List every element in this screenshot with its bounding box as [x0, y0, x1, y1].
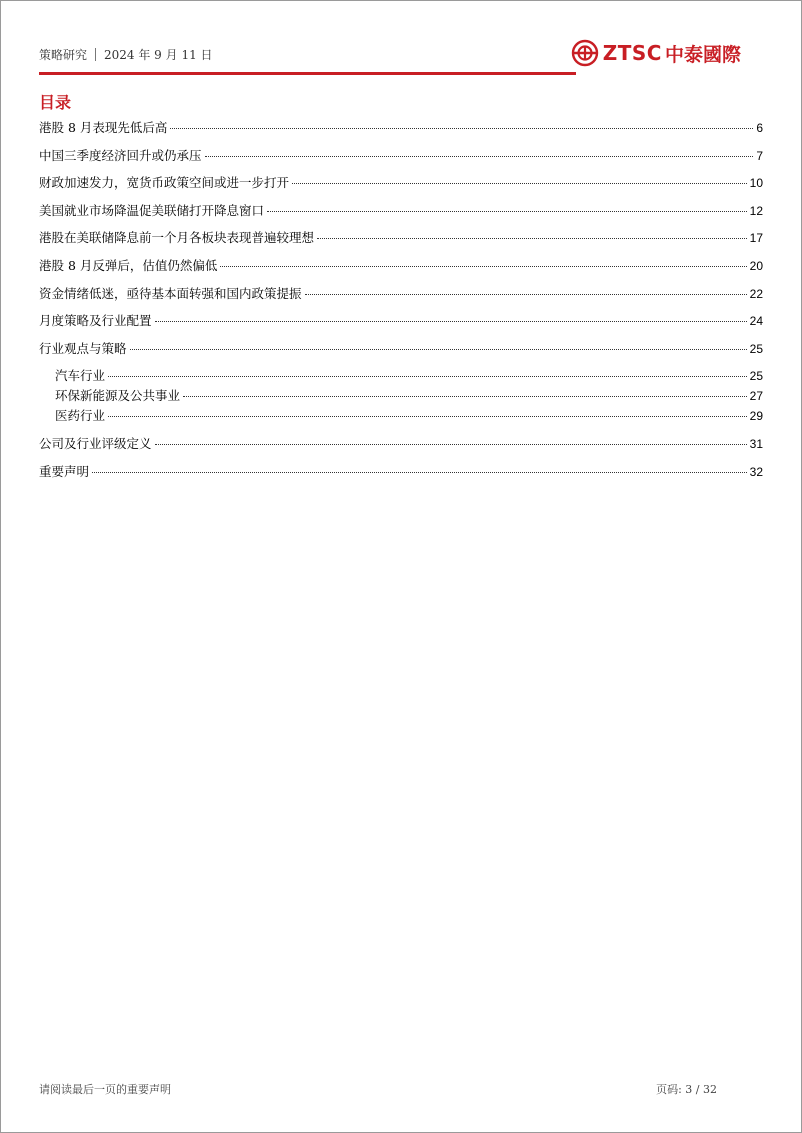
toc-entry-page: 32: [749, 464, 763, 479]
toc-entry-page: 7: [756, 148, 763, 163]
toc-subentry[interactable]: [39, 387, 763, 405]
toc-entry[interactable]: [39, 435, 763, 453]
ztsc-logo-icon: [571, 39, 599, 67]
report-header: [39, 46, 213, 63]
toc-dot-leader: [267, 211, 747, 212]
toc-entry-title: 港股 8 月反弹后，估值仍然偏低: [39, 257, 218, 273]
toc-entry-title: 行业观点与策略: [39, 340, 127, 356]
toc-subentry[interactable]: [39, 367, 763, 385]
toc-entry[interactable]: [39, 202, 763, 220]
toc-entry-title: 中国三季度经济回升或仍承压: [39, 147, 202, 163]
toc-entry-title: 美国就业市场降温促美联储打开降息窗口: [39, 202, 265, 218]
toc-entry-title: 重要声明: [39, 463, 90, 479]
toc-dot-leader: [183, 396, 747, 397]
toc-dot-leader: [130, 349, 747, 350]
toc-entry[interactable]: [39, 119, 763, 137]
toc-entry-title: 港股 8 月表现先低后高: [39, 120, 168, 135]
toc-entry-title: 汽车行业: [55, 368, 106, 384]
toc-entry-title: 月度策略及行业配置: [39, 313, 152, 329]
toc-entry[interactable]: [39, 312, 763, 330]
toc-entry-title: 环保新能源及公共事业: [55, 388, 181, 404]
toc-entry-page: 10: [749, 176, 763, 191]
toc-dot-leader: [155, 321, 747, 322]
report-category: 策略研究: [39, 48, 88, 62]
table-of-contents: [39, 119, 763, 491]
toc-entry-title: 财政加速发力，宽货币政策空间或进一步打开: [39, 175, 290, 191]
toc-dot-leader: [205, 156, 754, 157]
toc-entry-title: 公司及行业评级定义: [39, 436, 152, 452]
toc-title: 目录: [39, 93, 72, 112]
toc-entry-title: 资金情绪低迷，亟待基本面转强和国内政策提振: [39, 285, 302, 301]
toc-entry[interactable]: [39, 257, 763, 275]
toc-entry-page: 31: [749, 437, 763, 452]
toc-entry-page: 25: [749, 369, 763, 384]
logo-chinese-text: 中泰國際: [664, 43, 741, 66]
toc-dot-leader: [292, 183, 747, 184]
toc-entry-title: 港股在美联储降息前一个月各板块表现普遍较理想: [39, 230, 315, 246]
logo-latin-text: ZTSC: [602, 41, 662, 65]
toc-dot-leader: [155, 444, 747, 445]
toc-dot-leader: [220, 266, 746, 267]
footer-page-number: 页码: 3 / 32: [656, 1083, 717, 1096]
toc-subentry[interactable]: [39, 407, 763, 425]
toc-entry-page: 20: [749, 258, 763, 273]
toc-entry[interactable]: [39, 285, 763, 303]
header-divider: [95, 48, 96, 61]
toc-entry[interactable]: [39, 229, 763, 247]
toc-dot-leader: [170, 128, 753, 129]
toc-dot-leader: [92, 472, 747, 473]
toc-entry-page: 17: [749, 231, 763, 246]
toc-entry-page: 22: [749, 286, 763, 301]
toc-entry[interactable]: [39, 463, 763, 481]
header-divider-rule: [39, 72, 576, 75]
report-date: 2024 年 9 月 11 日: [104, 48, 213, 62]
toc-entry-page: 12: [749, 203, 763, 218]
company-logo: [571, 39, 741, 67]
toc-entry[interactable]: [39, 147, 763, 165]
toc-entry-page: 6: [756, 121, 763, 135]
toc-entry[interactable]: [39, 174, 763, 192]
toc-entry-page: 27: [749, 389, 763, 404]
toc-entry-page: 25: [749, 341, 763, 356]
toc-entry-page: 29: [749, 409, 763, 424]
toc-dot-leader: [305, 294, 747, 295]
toc-entry[interactable]: [39, 340, 763, 358]
toc-entry-page: 24: [749, 314, 763, 329]
footer-notice: 请阅读最后一页的重要声明: [39, 1083, 171, 1096]
toc-dot-leader: [317, 238, 747, 239]
toc-dot-leader: [108, 376, 747, 377]
toc-dot-leader: [108, 416, 747, 417]
toc-entry-title: 医药行业: [55, 408, 106, 424]
